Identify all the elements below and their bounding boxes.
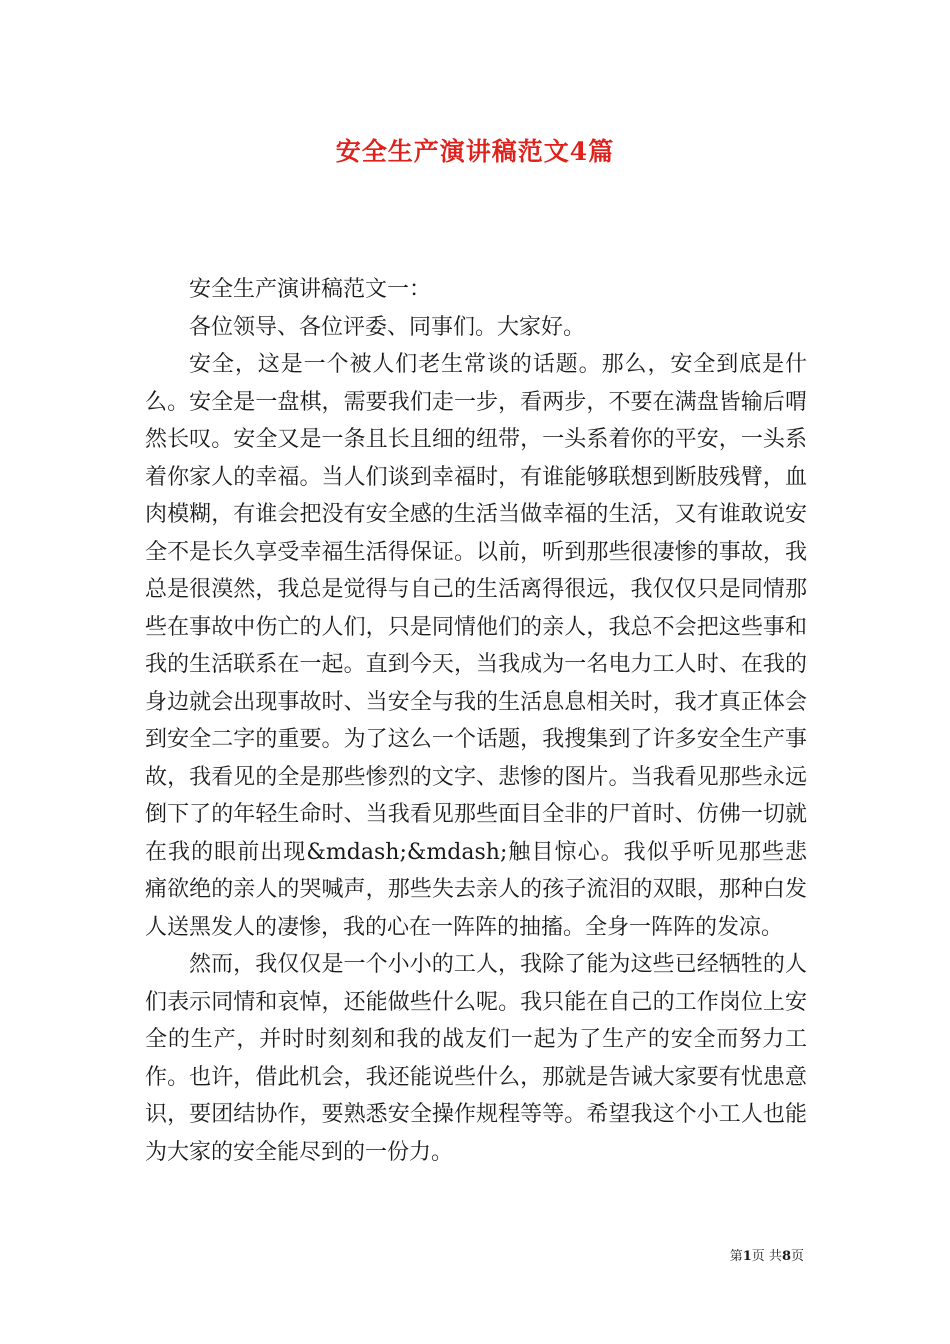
paragraph-body-1: 安全，这是一个被人们老生常谈的话题。那么，安全到底是什么。安全是一盘棋，需要我们走一步，看两步，不要在满盘皆输后喟然长叹。安全又是一条且长且细的纽带，一头系着你的平安，一头系着你家人的幸福。当人们谈到幸福时，有谁能够联想到断肢残臂，血肉模糊，有谁会把没有安全感的生活当做幸福的生活，又有谁敢说安全不是长久享受幸福生活得保证。以前，听到那些很凄惨的事故，我总是很漠然，我总是觉得与自己的生活离得很远，我仅仅只是同情那些在事故中伤亡的人们，只是同情他们的亲人，我总不会把这些事和我的生活联系在一起。直到今天，当我成为一名电力工人时、在我的身边就会出现事故时、当安全与我的生活息息相关时，我才真正体会到安全二字的重要。为了这么一个话题，我搜集到了许多安全生产事故，我看见的全是那些惨烈的文字、悲惨的图片。当我看见那些永远倒下了的年轻生命时、当我看见那些面目全非的尸首时、仿佛一切就在我的眼前出现&mdash;&mdash;触目惊心。我似乎听见那些悲痛欲绝的亲人的哭喊声，那些失去亲人的孩子流泪的双眼，那种白发人送黑发人的凄惨，我的心在一阵阵的抽搐。全身一阵阵的发凉。 [145, 352, 807, 940]
paragraph-body-2: 然而，我仅仅是一个小小的工人，我除了能为这些已经牺牲的人们表示同情和哀悼，还能做些什么呢。我只能在自己的工作岗位上安全的生产，并时时刻刻和我的战友们一起为了生产的安全而努力工作。也许，借此机会，我还能说些什么，那就是告诫大家要有忧患意识，要团结协作，要熟悉安全操作规程等等。希望我这个小工人也能为大家的安全能尽到的一份力。 [145, 952, 807, 1165]
page-total: 8 [781, 1249, 791, 1264]
paragraph-greeting: 各位领导、各位评委、同事们。大家好。 [189, 314, 586, 340]
document-title: 安全生产演讲稿范文4篇 [335, 137, 615, 166]
page-prefix: 第 [729, 1249, 743, 1264]
page-middle: 页 共 [751, 1249, 782, 1264]
page-current: 1 [742, 1249, 752, 1264]
paragraph-heading: 安全生产演讲稿范文一： [189, 277, 432, 302]
document-body [145, 271, 807, 1171]
page-suffix: 页 [790, 1249, 804, 1264]
page-number [730, 1245, 804, 1264]
